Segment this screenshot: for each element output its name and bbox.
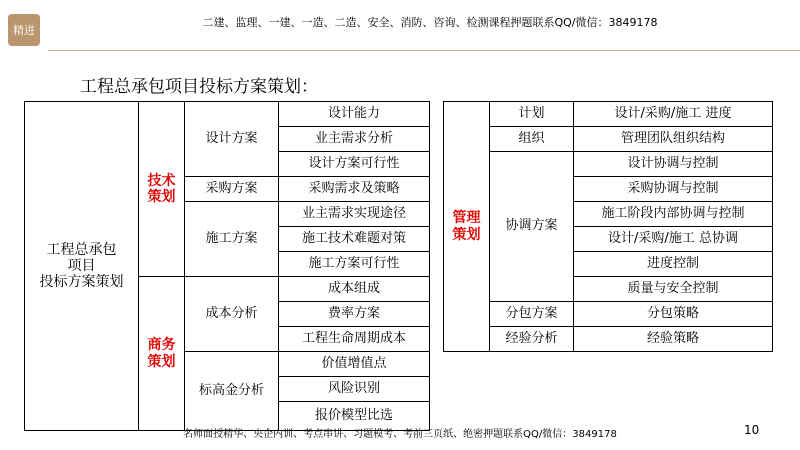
table-cell: 设计协调与控制 <box>573 151 773 177</box>
root-cell: 工程总承包 项目 投标方案策划 <box>24 101 139 431</box>
table-cell: 成本组成 <box>278 276 430 302</box>
subcontract-plan-cell: 分包方案 <box>489 301 574 327</box>
footer-contact-text: 名师面授精华、央企内训、考点串讲、习题模考、考前三页纸、绝密押题联系QQ/微信：3849178 <box>183 429 617 440</box>
experience-analysis-cell: 经验分析 <box>489 326 574 352</box>
table-cell: 业主需求实现途径 <box>278 201 430 227</box>
table-cell: 采购需求及策略 <box>278 176 430 202</box>
page-number: 10 <box>744 423 760 437</box>
design-plan-cell: 设计方案 <box>184 101 279 177</box>
table-cell: 进度控制 <box>573 251 773 277</box>
table-cell: 施工技术难题对策 <box>278 226 430 252</box>
slide-title: 工程总承包项目投标方案策划： <box>80 77 318 97</box>
procurement-plan-cell: 采购方案 <box>184 176 279 202</box>
table-cell: 分包策略 <box>573 301 773 327</box>
table-cell: 质量与安全控制 <box>573 276 773 302</box>
coordination-plan-cell: 协调方案 <box>489 151 574 302</box>
plan-cell: 计划 <box>489 101 574 127</box>
organization-cell: 组织 <box>489 126 574 152</box>
table-cell: 风险识别 <box>278 376 430 402</box>
table-cell: 价值增值点 <box>278 351 430 377</box>
table-cell: 施工阶段内部协调与控制 <box>573 201 773 227</box>
management-plan-cell: 管理 策划 <box>443 101 490 352</box>
business-plan-cell: 商务 策划 <box>138 276 185 431</box>
table-cell: 管理团队组织结构 <box>573 126 773 152</box>
table-cell: 费率方案 <box>278 301 430 327</box>
table-cell: 设计/采购/施工 总协调 <box>573 226 773 252</box>
cost-analysis-cell: 成本分析 <box>184 276 279 352</box>
table-cell: 施工方案可行性 <box>278 251 430 277</box>
table-cell: 设计/采购/施工 进度 <box>573 101 773 127</box>
header-contact-text: 二建、监理、一建、一造、二造、安全、消防、咨询、检测课程押题联系QQ/微信：3849178 <box>202 16 658 29</box>
construction-plan-cell: 施工方案 <box>184 201 279 277</box>
table-cell: 经验策略 <box>573 326 773 352</box>
header-divider <box>48 50 800 51</box>
tech-plan-cell: 技术 策划 <box>138 101 185 277</box>
table-cell: 工程生命周期成本 <box>278 326 430 352</box>
bid-margin-analysis-cell: 标高金分析 <box>184 351 279 431</box>
table-cell: 业主需求分析 <box>278 126 430 152</box>
table-cell: 设计方案可行性 <box>278 151 430 177</box>
brand-logo: 精进 <box>8 14 40 46</box>
table-cell: 采购协调与控制 <box>573 176 773 202</box>
table-cell: 设计能力 <box>278 101 430 127</box>
table-cell: 报价模型比选 <box>278 401 430 431</box>
